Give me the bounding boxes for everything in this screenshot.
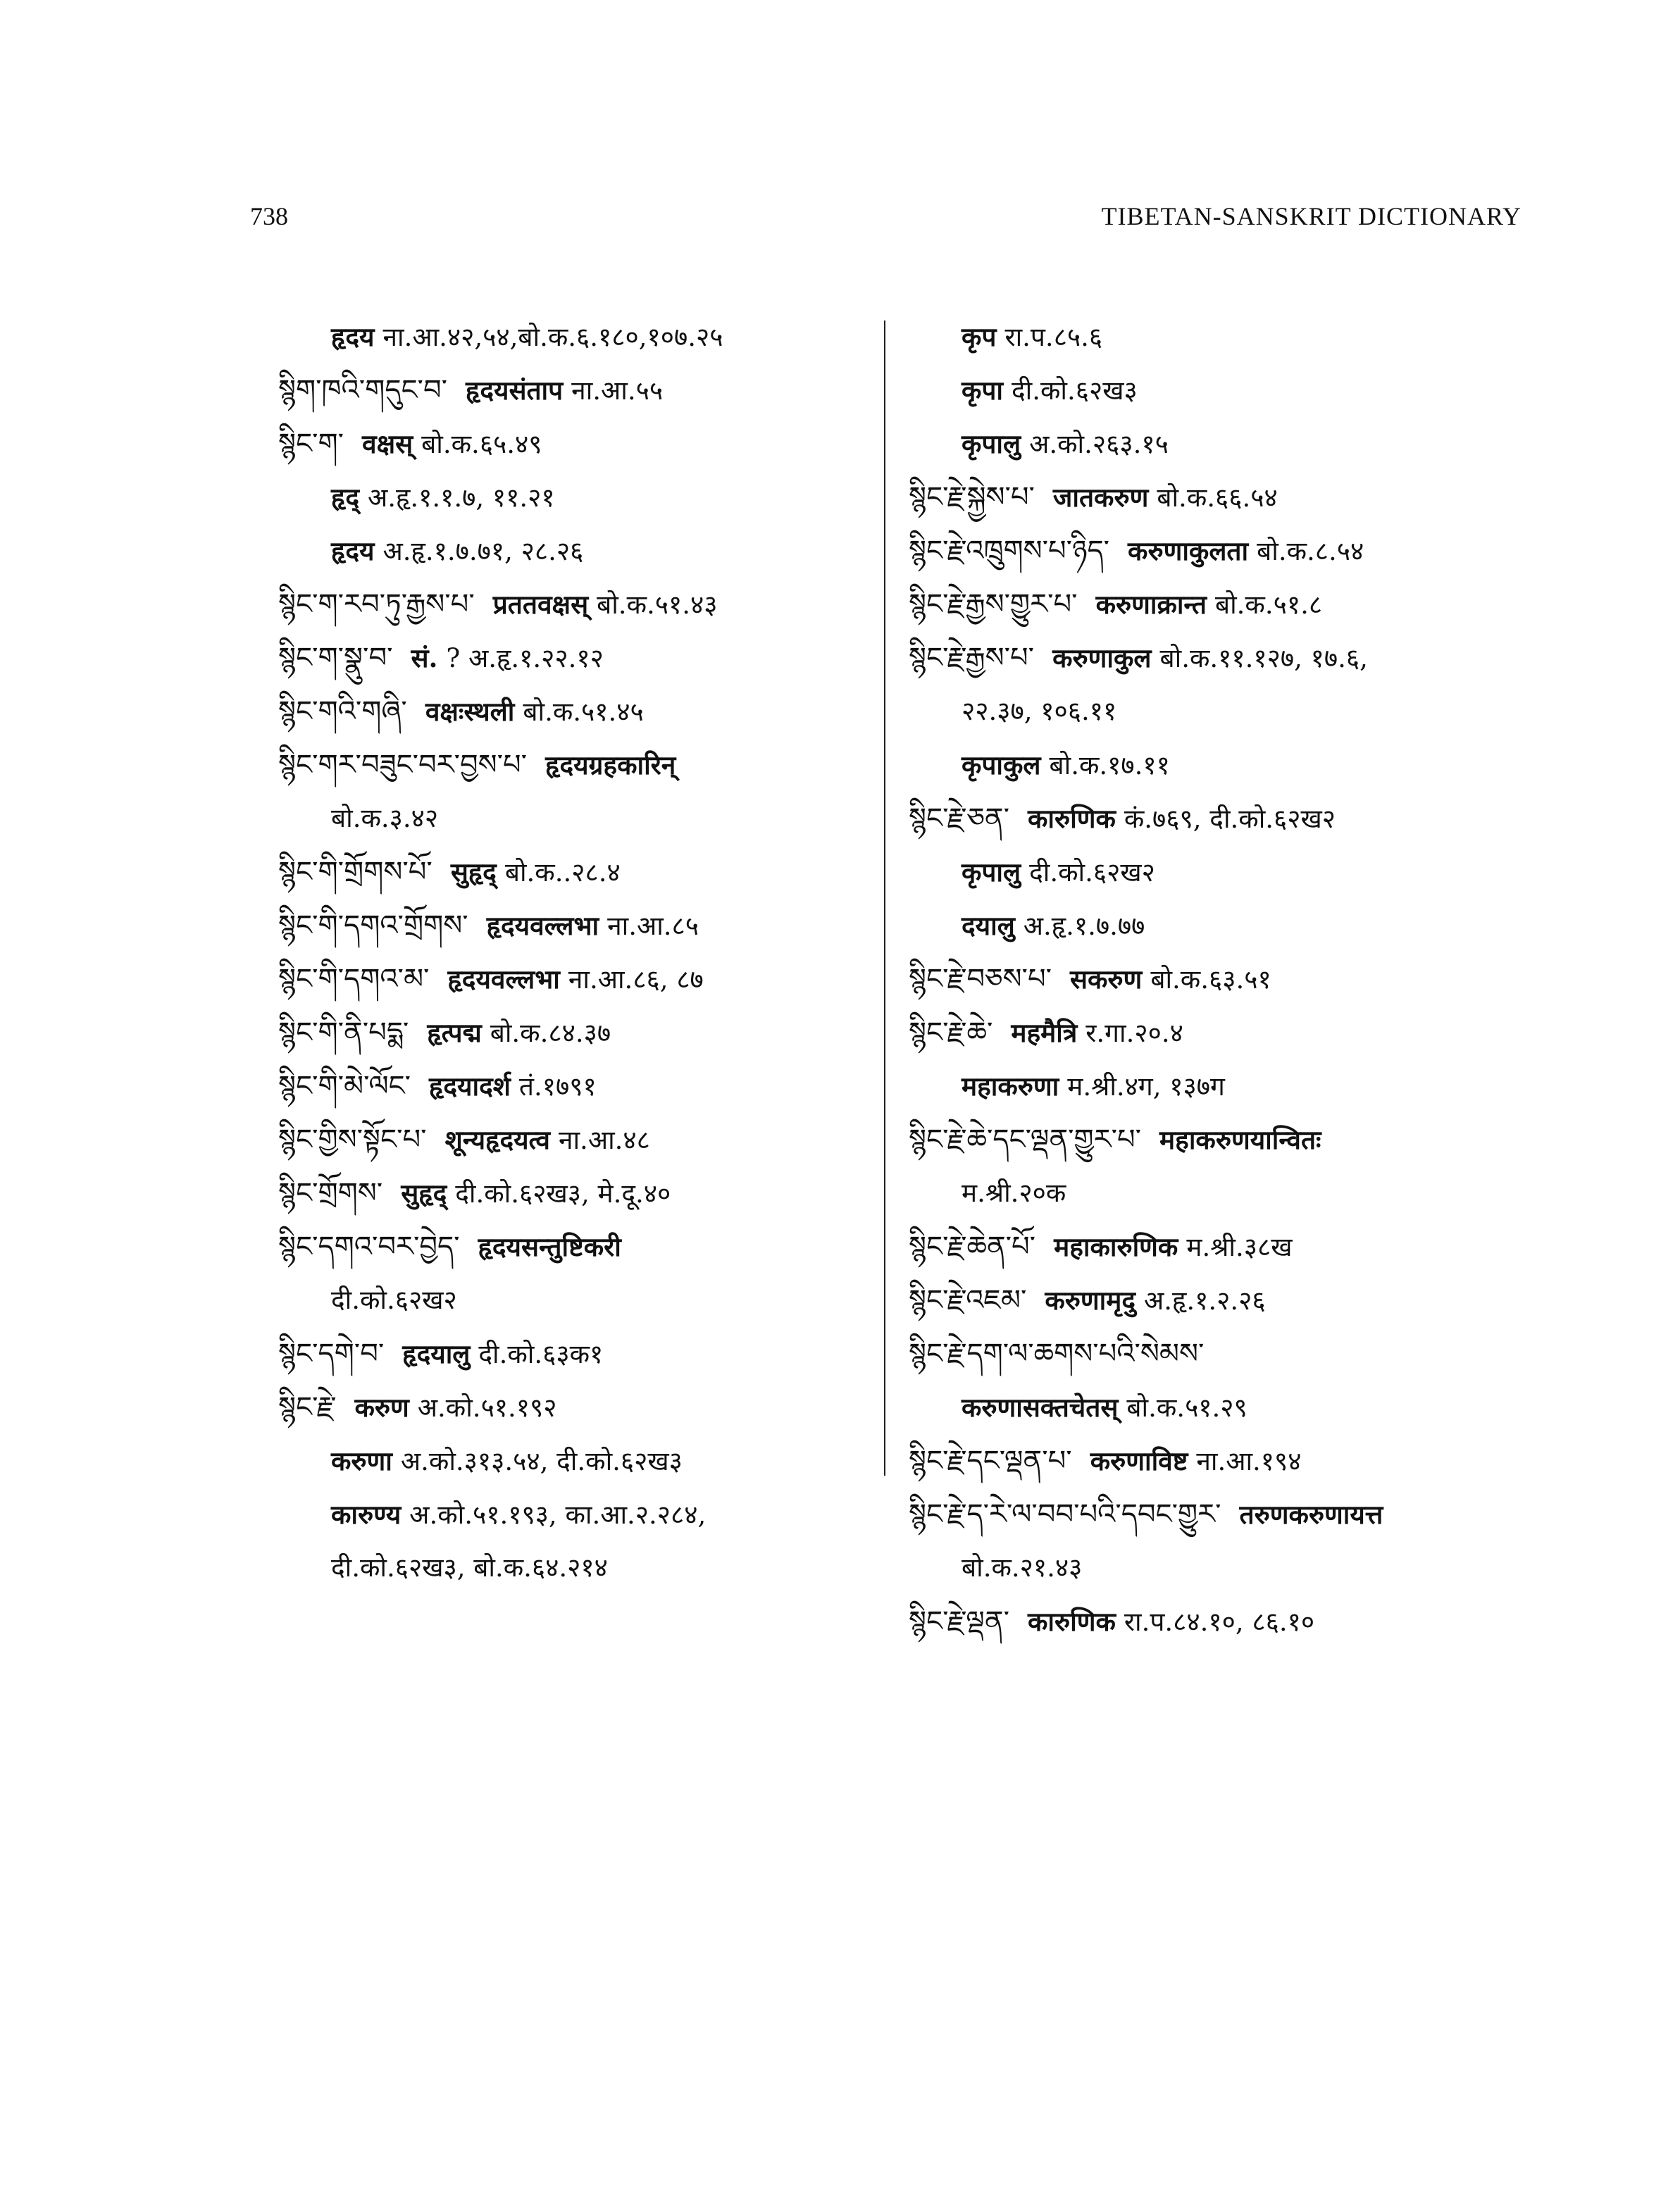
dictionary-line	[909, 1059, 1529, 1113]
dictionary-line	[278, 524, 898, 578]
source-reference: ना.आ.१९४	[1196, 1446, 1302, 1476]
dictionary-line	[909, 1006, 1529, 1059]
source-reference: बो.क.५१.८	[1214, 590, 1323, 620]
dictionary-line	[909, 1434, 1529, 1488]
tibetan-headword: སྙིག་ཁའི་གདུང་བ་	[278, 374, 447, 406]
dictionary-line	[278, 845, 898, 899]
sanskrit-equivalent: हृदय	[331, 321, 375, 352]
source-reference: बो.क.५१.२९	[1126, 1393, 1247, 1423]
sanskrit-equivalent: कृपालु	[962, 857, 1021, 888]
dictionary-line	[278, 1274, 898, 1327]
source-reference: अ.को.५१.१९२	[417, 1393, 557, 1423]
sanskrit-equivalent: महाकरुणयान्वितः	[1159, 1124, 1321, 1155]
source-reference: बो.क.११.१२७, १७.६,	[1159, 643, 1368, 673]
tibetan-headword: སྙིང་རྗེ་ཆེ་	[909, 1016, 993, 1049]
source-reference: ना.आ.५५	[571, 375, 664, 406]
sanskrit-equivalent: सुहृद्	[450, 857, 497, 888]
sanskrit-equivalent: हृद्	[331, 482, 359, 513]
sanskrit-equivalent: हृदयालु	[402, 1338, 471, 1369]
source-reference: ना.आ.४२,५४,बो.क.६.१८०,१०७.२५	[382, 322, 723, 352]
dictionary-line	[909, 738, 1529, 792]
sanskrit-equivalent: हृदयवल्लभा	[447, 964, 560, 995]
tibetan-headword: སྙིང་ག་	[278, 428, 344, 460]
tibetan-headword: སྙིང་གའི་གཞི་	[278, 695, 407, 728]
source-reference: अ.हृ.१.२.२६	[1144, 1285, 1266, 1316]
dictionary-line	[278, 792, 898, 845]
tibetan-headword: སྙིང་གྲོགས་	[278, 1177, 383, 1209]
dictionary-line	[278, 1327, 898, 1381]
sanskrit-equivalent: कृपा	[962, 375, 1004, 406]
source-reference: ना.आ.८५	[607, 911, 699, 941]
source-reference: दी.को.६२ख३	[1012, 375, 1138, 406]
sanskrit-equivalent: हृदयसन्तुष्टिकरी	[478, 1231, 621, 1262]
tibetan-headword: སྙིང་ག་རབ་ཏུ་རྒྱས་པ་	[278, 588, 475, 621]
source-reference: ना.आ.८६, ८७	[568, 964, 704, 995]
dictionary-line	[909, 578, 1529, 631]
sanskrit-equivalent: करुणाकुल	[1052, 642, 1152, 673]
dictionary-line	[278, 1006, 898, 1059]
sanskrit-equivalent: सुहृद्	[401, 1178, 447, 1209]
tibetan-headword: སྙིང་གི་མེ་ལོང་	[278, 1070, 411, 1102]
sanskrit-equivalent: करुणामृदु	[1045, 1285, 1136, 1316]
dictionary-line	[278, 899, 898, 952]
page-number: 738	[250, 202, 288, 230]
dictionary-line	[909, 471, 1529, 524]
sanskrit-equivalent: सं.	[411, 642, 438, 673]
tibetan-headword: སྙིང་རྗེ་ཆེ་དང་ལྡན་གྱུར་པ་	[909, 1123, 1142, 1156]
dictionary-line	[278, 310, 898, 363]
tibetan-headword: སྙིང་རྗེ་དག་ལ་ཆགས་པའི་སེམས་	[909, 1338, 1205, 1370]
source-reference: बो.क.६३.५१	[1150, 964, 1271, 995]
left-column	[278, 310, 898, 1595]
source-reference: बो.क.२१.४३	[962, 1552, 1083, 1583]
dictionary-line	[278, 685, 898, 738]
dictionary-line	[909, 1327, 1529, 1381]
sanskrit-equivalent: जातकरुण	[1052, 482, 1149, 513]
dictionary-line	[909, 685, 1529, 738]
sanskrit-equivalent: सकरुण	[1070, 964, 1143, 995]
sanskrit-equivalent: हृदयादर्श	[429, 1071, 511, 1102]
tibetan-headword: སྙིང་རྗེ་འཁྲུགས་པ་ཉིད་	[909, 535, 1110, 567]
source-reference: अ.को.२६३.१५	[1029, 429, 1169, 459]
tibetan-headword: སྙིང་རྗེ་དང་ལྡན་པ་	[909, 1445, 1072, 1477]
sanskrit-equivalent: हृदयसंताप	[466, 375, 564, 406]
dictionary-line	[909, 1381, 1529, 1434]
sanskrit-equivalent: हृदयवल्लभा	[486, 910, 599, 941]
dictionary-line	[909, 310, 1529, 363]
sanskrit-equivalent: शून्यहृदयत्व	[444, 1124, 550, 1155]
source-reference: दी.को.६२ख२	[1029, 857, 1155, 888]
dictionary-line	[909, 363, 1529, 417]
sanskrit-equivalent: वक्षस्	[362, 428, 413, 459]
source-reference: अ.को.५१.१९३, का.आ.२.२८४,	[409, 1500, 707, 1530]
sanskrit-equivalent: दयालु	[962, 910, 1015, 941]
source-reference: म.श्री.२०क	[962, 1178, 1066, 1208]
dictionary-line	[909, 1274, 1529, 1327]
dictionary-line	[278, 952, 898, 1006]
sanskrit-equivalent: करुण	[354, 1392, 409, 1423]
tibetan-headword: སྙིང་གི་དགའ་མ་	[278, 963, 430, 995]
source-reference: बो.क.१७.११	[1049, 750, 1170, 780]
source-reference: तं.१७९१	[518, 1071, 597, 1102]
dictionary-line	[278, 417, 898, 471]
sanskrit-equivalent: वक्षःस्थली	[425, 696, 515, 727]
column-divider	[884, 320, 885, 1476]
source-reference: अ.हृ.१.७.७१, २८.२६	[382, 536, 584, 566]
sanskrit-equivalent: कारुणिक	[1028, 1606, 1116, 1637]
source-reference: म.श्री.४ग, १३७ग	[1067, 1071, 1225, 1102]
dictionary-line	[909, 417, 1529, 471]
tibetan-headword: སྙིང་རྗེ་རྒྱས་གྱུར་པ་	[909, 588, 1078, 621]
tibetan-headword: སྙིང་གི་ནི་པདྨ་	[278, 1016, 409, 1049]
source-reference: बो.क.८४.३७	[490, 1018, 611, 1048]
sanskrit-equivalent: करुणाक्रान्त	[1095, 589, 1207, 620]
dictionary-line	[278, 1541, 898, 1595]
source-reference: दी.को.६२ख२	[331, 1285, 457, 1315]
source-reference: बो.क.५१.४३	[597, 590, 718, 620]
dictionary-line	[278, 1434, 898, 1488]
dictionary-line	[278, 1488, 898, 1541]
source-reference: ? अ.हृ.१.२२.१२	[446, 643, 604, 673]
tibetan-headword: སྙིང་རྗེ་བཅས་པ་	[909, 963, 1052, 995]
dictionary-line	[909, 524, 1529, 578]
tibetan-headword: སྙིང་རྗེ་	[278, 1391, 337, 1424]
dictionary-line	[278, 1220, 898, 1274]
source-reference: दी.को.६३क१	[478, 1339, 604, 1369]
sanskrit-equivalent: महाकरुणा	[962, 1071, 1059, 1102]
dictionary-line	[278, 363, 898, 417]
tibetan-headword: སྙིང་གར་བཟུང་བར་བྱས་པ་	[278, 749, 528, 781]
running-head: TIBETAN-SANSKRIT DICTIONARY	[1101, 202, 1522, 230]
source-reference: बो.क..२८.४	[504, 857, 621, 888]
sanskrit-equivalent: हृदय	[331, 535, 375, 566]
source-reference: कं.७६९, दी.को.६२ख२	[1124, 804, 1336, 834]
sanskrit-equivalent: प्रततवक्षस्	[492, 589, 589, 620]
sanskrit-equivalent: करुणाविष्ट	[1090, 1445, 1188, 1476]
source-reference: रा.प.८५.६	[1004, 322, 1103, 352]
tibetan-headword: སྙིང་རྗེ་ཅན་	[909, 802, 1009, 835]
tibetan-headword: སྙིང་རྗེ་ད་རེ་ལ་བབ་པའི་དབང་གྱུར་	[909, 1498, 1221, 1531]
source-reference: बो.क.६६.५४	[1157, 482, 1278, 513]
dictionary-line	[278, 631, 898, 685]
tibetan-headword: སྙིང་གི་གྲོགས་པོ་	[278, 856, 433, 888]
source-reference: बो.क.३.४२	[331, 803, 439, 833]
dictionary-line	[909, 1541, 1529, 1595]
tibetan-headword: སྙིང་དགའ་བར་བྱེད་	[278, 1231, 460, 1263]
dictionary-line	[278, 1381, 898, 1434]
right-column	[909, 310, 1529, 1648]
source-reference: म.श्री.३८ख	[1186, 1232, 1293, 1262]
sanskrit-equivalent: कृपाकुल	[962, 749, 1041, 780]
source-reference: बो.क.८.५४	[1257, 536, 1364, 566]
source-reference: अ.को.३१३.५४, दी.को.६२ख३	[400, 1446, 683, 1476]
dictionary-line	[278, 1059, 898, 1113]
source-reference: रा.प.८४.१०, ८६.१०	[1124, 1607, 1315, 1637]
dictionary-line	[909, 899, 1529, 952]
dictionary-line	[909, 1595, 1529, 1648]
dictionary-line	[278, 1113, 898, 1166]
dictionary-line	[278, 738, 898, 792]
sanskrit-equivalent: कारुणिक	[1028, 803, 1116, 834]
source-reference: बो.क.५१.४५	[523, 697, 644, 727]
dictionary-line	[909, 631, 1529, 685]
source-reference: २२.३७, १०६.११	[962, 696, 1117, 726]
source-reference: दी.को.६२ख३, मे.दू.४०	[455, 1178, 671, 1209]
sanskrit-equivalent: कृप	[962, 321, 997, 352]
sanskrit-equivalent: कारुण्य	[331, 1499, 402, 1530]
tibetan-headword: སྙིང་རྗེ་ལྡན་	[909, 1605, 1009, 1638]
sanskrit-equivalent: तरुणकरुणायत्त	[1239, 1499, 1383, 1530]
tibetan-headword: སྙིང་གྱིས་སྟོང་པ་	[278, 1123, 427, 1156]
page-header	[250, 201, 1522, 244]
tibetan-headword: སྙིང་རྗེ་ཆེན་པོ་	[909, 1231, 1036, 1263]
dictionary-line	[909, 952, 1529, 1006]
sanskrit-equivalent: करुणाकुलता	[1128, 535, 1249, 566]
dictionary-line	[909, 845, 1529, 899]
sanskrit-equivalent: महाकारुणिक	[1054, 1231, 1178, 1262]
dictionary-line	[278, 471, 898, 524]
dictionary-line	[278, 1166, 898, 1220]
sanskrit-equivalent: करुणासक्तचेतस्	[962, 1392, 1119, 1423]
sanskrit-equivalent: कृपालु	[962, 428, 1021, 459]
tibetan-headword: སྙིང་དགེ་བ་	[278, 1338, 385, 1370]
source-reference: अ.हृ.१.१.७, ११.२१	[368, 482, 555, 513]
sanskrit-equivalent: हृत्पद्म	[427, 1017, 482, 1048]
sanskrit-equivalent: हृदयग्रहकारिन्	[545, 749, 676, 780]
source-reference: अ.हृ.१.७.७७	[1023, 911, 1145, 941]
source-reference: ना.आ.४८	[558, 1125, 650, 1155]
tibetan-headword: སྙིང་རྗེ་འཇམ་	[909, 1284, 1027, 1316]
tibetan-headword: སྙིང་ག་སྣུ་བ་	[278, 642, 393, 674]
dictionary-line	[909, 1488, 1529, 1541]
source-reference: बो.क.६५.४९	[421, 429, 542, 459]
tibetan-headword: སྙིང་རྗེ་རྒྱས་པ་	[909, 642, 1035, 674]
dictionary-line	[909, 1220, 1529, 1274]
tibetan-headword: སྙིང་གི་དགའ་གྲོགས་	[278, 909, 468, 942]
dictionary-line	[278, 578, 898, 631]
sanskrit-equivalent: करुणा	[331, 1445, 392, 1476]
source-reference: र.गा.२०.४	[1085, 1018, 1183, 1048]
dictionary-line	[909, 792, 1529, 845]
dictionary-line	[909, 1166, 1529, 1220]
source-reference: दी.को.६२ख३, बो.क.६४.२१४	[331, 1552, 608, 1583]
sanskrit-equivalent: महमैत्रि	[1011, 1017, 1078, 1048]
dictionary-line	[909, 1113, 1529, 1166]
tibetan-headword: སྙིང་རྗེ་སྐྱེས་པ་	[909, 481, 1035, 513]
